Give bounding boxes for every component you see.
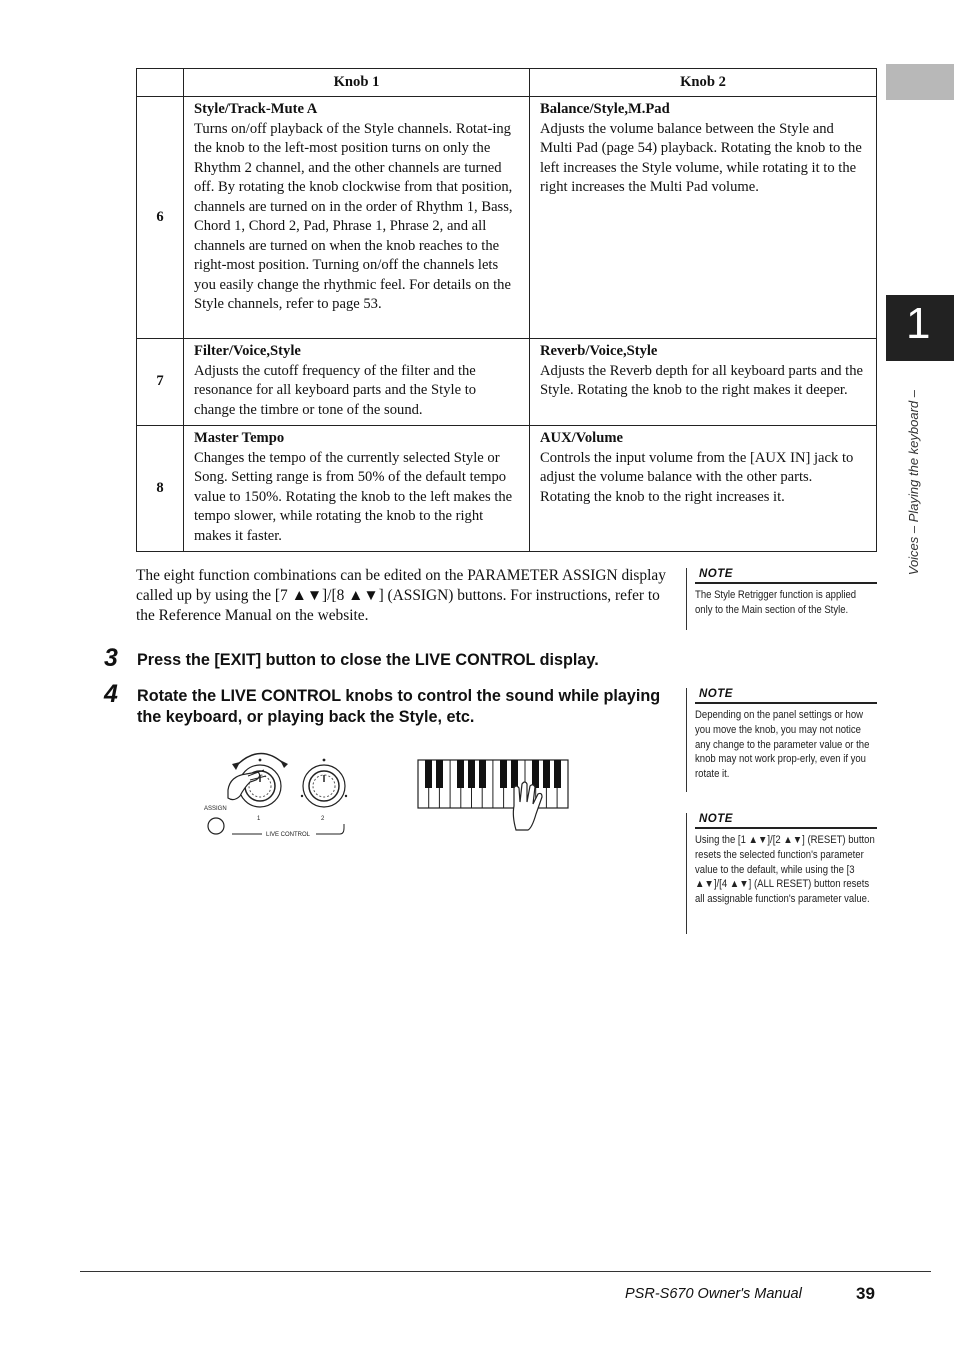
knob2-function-title: Balance/Style,M.Pad xyxy=(540,101,670,117)
note-box xyxy=(686,813,877,934)
live-control-panel-illustration xyxy=(200,742,360,842)
knob1-cell xyxy=(184,97,530,339)
row-number: 8 xyxy=(137,426,184,552)
knob1-cell xyxy=(184,339,530,426)
chapter-title-vertical: Voices – Playing the keyboard – xyxy=(906,390,921,576)
knob1-function-title: Filter/Voice,Style xyxy=(194,343,301,359)
step-number: 4 xyxy=(104,680,118,708)
knob2-cell xyxy=(530,97,877,339)
note-text: The Style Retrigger function is applied only to the Main section of the Style. xyxy=(695,589,857,616)
footer-divider xyxy=(80,1271,931,1272)
step-instruction: Rotate the LIVE CONTROL knobs to control the sound while playing the keyboard, or playing back the Style, etc. xyxy=(137,687,661,726)
table-header-row xyxy=(137,69,877,97)
knob2-function-title: AUX/Volume xyxy=(540,430,623,446)
keyboard-illustration xyxy=(416,758,572,834)
note-box xyxy=(686,688,877,792)
row-number: 6 xyxy=(137,97,184,339)
footer-manual-title: PSR-S670 Owner's Manual xyxy=(625,1286,802,1302)
body-paragraph: The eight function combinations can be edited on the PARAMETER ASSIGN display called up by using the [7 ▲▼]/[8 ▲▼] (ASSIGN) buttons. For instructions, refer to the Reference Manual on the website. xyxy=(136,567,666,624)
row-number: 7 xyxy=(137,339,184,426)
knob1-function-title: Style/Track-Mute A xyxy=(194,101,318,117)
knob1-function-description: Changes the tempo of the currently selected Style or Song. Setting range is from 50% of the default tempo value to 150%. Rotating the knob to the left makes the tempo slower, while rotating the knob to the right makes it faster. xyxy=(194,449,513,544)
note-label: NOTE xyxy=(695,688,877,704)
knob2-cell xyxy=(530,426,877,552)
footer-page-number: 39 xyxy=(856,1284,875,1303)
knob2-function-description: Adjusts the Reverb depth for all keyboard parts and the Style. Rotating the knob to the right makes it deeper. xyxy=(540,362,864,398)
table-header-knob1: Knob 1 xyxy=(184,69,530,97)
note-label: NOTE xyxy=(695,813,877,829)
assign-button xyxy=(208,818,224,834)
knob1-function-description: Turns on/off playback of the Style channels. Rotat-ing the knob to the left-most position turns on only the Rhythm 2 channel, and the other channels are turned off. By rotating the knob clockwise from that position, channels are turned on in the order of Rhythm 1, Bass, Chord 1, Chord 2, Pad, Phrase 1, Phrase 2, and all channels are turned on when the knob reaches to the right-most position. Turning on/off the channels lets you easily change the rhythmic feel. For details on the Style channels, refer to page 53. xyxy=(194,120,513,312)
knob-2-icon xyxy=(303,765,345,807)
chapter-number: 1 xyxy=(906,299,931,348)
table-row xyxy=(137,339,877,426)
table-header-knob2: Knob 2 xyxy=(530,69,877,97)
knob2-function-description: Adjusts the volume balance between the Style and Multi Pad (page 54) playback. Rotating the knob to the left increases the Style volume, while rotating it to the right increases the Multi Pad volume. xyxy=(540,120,862,195)
note-box xyxy=(686,568,877,630)
note-text: Using the [1 ▲▼]/[2 ▲▼] (RESET) button resets the selected function's parameter value to the default, while using the [3 ▲▼]/[4 ▲▼] (ALL RESET) button resets all assignable function's parameter value. xyxy=(695,834,875,906)
assign-label: ASSIGN xyxy=(204,806,227,812)
note-text: Depending on the panel settings or how you move the knob, you may not notice any change to the parameter value or the knob may not work prop-erly, even if you rotate it. xyxy=(695,709,870,781)
knob2-function-title: Reverb/Voice,Style xyxy=(540,343,658,359)
side-tab-gray xyxy=(886,64,954,100)
knob1-function-title: Master Tempo xyxy=(194,430,285,446)
knob-2-label: 2 xyxy=(321,816,325,822)
table-row xyxy=(137,426,877,552)
step-instruction: Press the [EXIT] button to close the LIVE CONTROL display. xyxy=(137,651,599,669)
live-control-label: LIVE CONTROL xyxy=(266,832,311,838)
chapter-tab xyxy=(886,295,954,361)
knob1-function-description: Adjusts the cutoff frequency of the filter and the resonance for all keyboard parts and the Style to change the timbre or tone of the sound. xyxy=(194,362,477,418)
note-label: NOTE xyxy=(695,568,877,584)
table-header-num xyxy=(137,69,184,97)
knob1-cell xyxy=(184,426,530,552)
knob-1-label: 1 xyxy=(257,816,261,822)
knob-function-table xyxy=(136,68,877,552)
knob2-cell xyxy=(530,339,877,426)
table-row xyxy=(137,97,877,339)
knob2-function-description: Controls the input volume from the [AUX IN] jack to adjust the volume balance with the other parts. Rotating the knob to the right increases it. xyxy=(540,449,854,505)
step-number: 3 xyxy=(104,644,118,672)
